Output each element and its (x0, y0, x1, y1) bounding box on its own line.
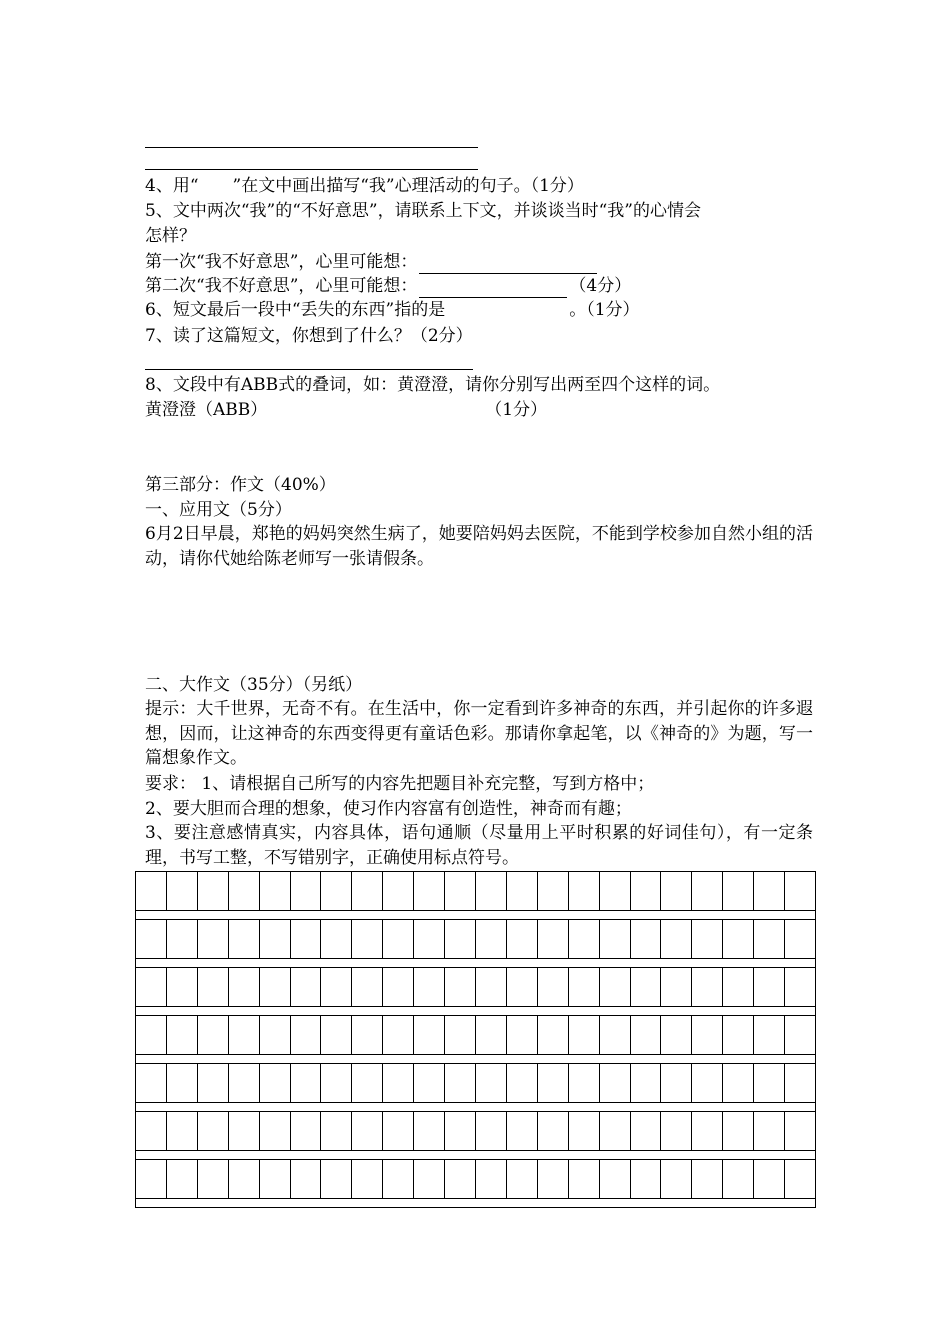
grid-cell[interactable] (631, 920, 662, 958)
grid-cell[interactable] (600, 1112, 631, 1150)
grid-cell[interactable] (631, 1064, 662, 1102)
answer-line[interactable] (145, 169, 478, 170)
grid-cell[interactable] (600, 1064, 631, 1102)
grid-cell[interactable] (445, 920, 476, 958)
grid-row (135, 871, 816, 911)
grid-cell[interactable] (569, 920, 600, 958)
grid-cell[interactable] (569, 872, 600, 910)
grid-cell[interactable] (692, 1064, 723, 1102)
question-5-line-1: 5、文中两次“我”的“不好意思”，请联系上下文，并谈谈当时“我”的心情会 (145, 201, 701, 221)
grid-cell[interactable] (229, 1160, 260, 1198)
grid-row (135, 967, 816, 1007)
part3-sub1-title: 一、应用文（5分） (145, 500, 292, 520)
question-8-example: 黄澄澄（ABB） (145, 400, 268, 420)
grid-cell[interactable] (476, 872, 507, 910)
grid-cell[interactable] (723, 1112, 754, 1150)
grid-cell[interactable] (260, 872, 291, 910)
grid-cell[interactable] (692, 1160, 723, 1198)
grid-cell[interactable] (754, 872, 785, 910)
grid-cell[interactable] (507, 872, 538, 910)
grid-cell[interactable] (631, 1112, 662, 1150)
grid-cell[interactable] (723, 1064, 754, 1102)
answer-line[interactable] (145, 369, 473, 370)
grid-cell[interactable] (414, 1112, 445, 1150)
grid-cell[interactable] (661, 872, 692, 910)
grid-cell[interactable] (507, 968, 538, 1006)
grid-cell[interactable] (198, 968, 229, 1006)
grid-cell[interactable] (383, 1016, 414, 1054)
grid-cell[interactable] (569, 1016, 600, 1054)
grid-cell[interactable] (538, 872, 569, 910)
grid-cell[interactable] (538, 1112, 569, 1150)
grid-cell[interactable] (723, 1160, 754, 1198)
question-8-answer (145, 398, 547, 422)
grid-cell[interactable] (507, 920, 538, 958)
question-6-prefix: 6、短文最后一段中“丢失的东西”指的是 (145, 300, 446, 320)
grid-cell[interactable] (229, 1112, 260, 1150)
grid-cell[interactable] (723, 872, 754, 910)
grid-cell[interactable] (445, 1112, 476, 1150)
grid-cell[interactable] (476, 1064, 507, 1102)
question-6-suffix: 。（1分） (569, 300, 640, 320)
grid-cell[interactable] (538, 968, 569, 1006)
grid-cell[interactable] (414, 1064, 445, 1102)
grid-row (135, 919, 816, 959)
grid-cell[interactable] (538, 1064, 569, 1102)
grid-cell[interactable] (476, 1112, 507, 1150)
grid-cell[interactable] (198, 1016, 229, 1054)
grid-cell[interactable] (661, 968, 692, 1006)
grid-cell[interactable] (785, 1016, 815, 1054)
grid-cell[interactable] (136, 1064, 167, 1102)
grid-cell[interactable] (291, 1160, 322, 1198)
grid-cell[interactable] (260, 1160, 291, 1198)
grid-cell[interactable] (260, 1064, 291, 1102)
grid-cell[interactable] (352, 1016, 383, 1054)
grid-cell[interactable] (383, 968, 414, 1006)
grid-cell[interactable] (569, 1112, 600, 1150)
question-8-score: （1分） (485, 400, 548, 420)
grid-cell[interactable] (507, 1016, 538, 1054)
grid-cell[interactable] (538, 1160, 569, 1198)
grid-cell[interactable] (754, 1016, 785, 1054)
grid-cell[interactable] (291, 1016, 322, 1054)
grid-cell[interactable] (167, 872, 198, 910)
grid-cell[interactable] (785, 1112, 815, 1150)
grid-cell[interactable] (352, 1112, 383, 1150)
grid-cell[interactable] (754, 1064, 785, 1102)
grid-cell[interactable] (198, 872, 229, 910)
grid-cell[interactable] (321, 968, 352, 1006)
grid-cell[interactable] (291, 920, 322, 958)
grid-cell[interactable] (321, 1112, 352, 1150)
grid-cell[interactable] (414, 1160, 445, 1198)
grid-cell[interactable] (136, 872, 167, 910)
grid-cell[interactable] (321, 920, 352, 958)
answer-blank[interactable] (419, 279, 567, 298)
requirement-2: 2、要大胆而合理的想象，使习作内容富有创造性，神奇而有趣； (145, 799, 632, 819)
grid-row-gap (135, 1198, 816, 1208)
grid-cell[interactable] (167, 1016, 198, 1054)
grid-cell[interactable] (414, 968, 445, 1006)
grid-cell[interactable] (136, 920, 167, 958)
grid-cell[interactable] (167, 1064, 198, 1102)
grid-cell[interactable] (136, 1112, 167, 1150)
grid-row (135, 1063, 816, 1103)
grid-cell[interactable] (507, 1160, 538, 1198)
grid-cell[interactable] (569, 968, 600, 1006)
grid-cell[interactable] (476, 968, 507, 1006)
grid-cell[interactable] (260, 1112, 291, 1150)
grid-cell[interactable] (507, 1112, 538, 1150)
grid-cell[interactable] (692, 968, 723, 1006)
grid-row (135, 1015, 816, 1055)
grid-cell[interactable] (136, 968, 167, 1006)
grid-cell[interactable] (198, 920, 229, 958)
grid-cell[interactable] (291, 968, 322, 1006)
grid-cell[interactable] (785, 1160, 815, 1198)
grid-cell[interactable] (291, 1112, 322, 1150)
grid-cell[interactable] (229, 872, 260, 910)
grid-cell[interactable] (692, 920, 723, 958)
question-5-second (145, 274, 631, 298)
grid-cell[interactable] (229, 1016, 260, 1054)
question-7: 7、读了这篇短文，你想到了什么？（2分） (145, 326, 473, 346)
grid-cell[interactable] (198, 1112, 229, 1150)
grid-cell[interactable] (661, 1064, 692, 1102)
grid-cell[interactable] (476, 1160, 507, 1198)
grid-cell[interactable] (321, 1016, 352, 1054)
grid-cell[interactable] (600, 968, 631, 1006)
grid-cell[interactable] (600, 872, 631, 910)
grid-cell[interactable] (723, 1016, 754, 1054)
question-5-score: （4分） (569, 276, 632, 296)
grid-cell[interactable] (754, 920, 785, 958)
question-5-first (145, 250, 599, 274)
grid-cell[interactable] (631, 968, 662, 1006)
grid-cell[interactable] (352, 872, 383, 910)
grid-cell[interactable] (754, 968, 785, 1006)
part3-sub2-prompt: 提示：大千世界，无奇不有。在生活中，你一定看到许多神奇的东西，并引起你的许多遐想，因而，让这神奇的东西变得更有童话色彩。那请你拿起笔，以《神奇的》为题，写一篇想象作文。 (145, 699, 813, 768)
grid-cell[interactable] (631, 1016, 662, 1054)
grid-cell[interactable] (352, 968, 383, 1006)
grid-cell[interactable] (383, 872, 414, 910)
grid-cell[interactable] (383, 1160, 414, 1198)
part3-sub1-text: 6月2日早晨，郑艳的妈妈突然生病了，她要陪妈妈去医院，不能到学校参加自然小组的活动，请你代她给陈老师写一张请假条。 (145, 524, 813, 569)
grid-cell[interactable] (198, 1160, 229, 1198)
answer-blank[interactable] (419, 255, 597, 274)
grid-cell[interactable] (291, 1064, 322, 1102)
grid-cell[interactable] (692, 872, 723, 910)
grid-cell[interactable] (600, 920, 631, 958)
grid-row (135, 1159, 816, 1199)
grid-cell[interactable] (692, 1016, 723, 1054)
part3-sub2-title: 二、大作文（35分）（另纸） (145, 675, 363, 695)
grid-cell[interactable] (167, 968, 198, 1006)
grid-cell[interactable] (167, 920, 198, 958)
grid-cell[interactable] (538, 1016, 569, 1054)
answer-line[interactable] (145, 147, 478, 148)
grid-cell[interactable] (445, 872, 476, 910)
grid-cell[interactable] (476, 920, 507, 958)
question-6 (145, 298, 640, 322)
grid-cell[interactable] (383, 1112, 414, 1150)
grid-cell[interactable] (569, 1160, 600, 1198)
grid-cell[interactable] (507, 1064, 538, 1102)
grid-cell[interactable] (785, 968, 815, 1006)
grid-cell[interactable] (785, 872, 815, 910)
grid-cell[interactable] (229, 1064, 260, 1102)
grid-cell[interactable] (414, 1016, 445, 1054)
requirement-3: 3、要注意感情真实，内容具体，语句通顺（尽量用上平时积累的好词佳句），有一定条理，书写工整，不写错别字，正确使用标点符号。 (145, 823, 813, 868)
question-5-line-2: 怎样？ (145, 226, 196, 246)
grid-cell[interactable] (383, 920, 414, 958)
grid-cell[interactable] (167, 1112, 198, 1150)
grid-cell[interactable] (661, 1112, 692, 1150)
grid-cell[interactable] (445, 968, 476, 1006)
grid-cell[interactable] (321, 1160, 352, 1198)
grid-cell[interactable] (136, 1016, 167, 1054)
grid-cell[interactable] (260, 968, 291, 1006)
grid-cell[interactable] (136, 1160, 167, 1198)
grid-cell[interactable] (723, 968, 754, 1006)
grid-cell[interactable] (229, 968, 260, 1006)
grid-cell[interactable] (260, 1016, 291, 1054)
grid-cell[interactable] (538, 920, 569, 958)
grid-cell[interactable] (291, 872, 322, 910)
part3-title: 第三部分：作文（40%） (145, 475, 336, 495)
grid-cell[interactable] (352, 920, 383, 958)
grid-cell[interactable] (352, 1160, 383, 1198)
grid-cell[interactable] (569, 1064, 600, 1102)
grid-cell[interactable] (600, 1160, 631, 1198)
grid-cell[interactable] (445, 1064, 476, 1102)
grid-cell[interactable] (198, 1064, 229, 1102)
grid-cell[interactable] (661, 1016, 692, 1054)
grid-cell[interactable] (445, 1160, 476, 1198)
grid-cell[interactable] (631, 872, 662, 910)
grid-cell[interactable] (600, 1016, 631, 1054)
question-8: 8、文段中有ABB式的叠词，如：黄澄澄，请你分别写出两至四个这样的词。 (145, 375, 721, 395)
grid-cell[interactable] (229, 920, 260, 958)
grid-row (135, 1111, 816, 1151)
grid-cell[interactable] (476, 1016, 507, 1054)
grid-cell[interactable] (414, 872, 445, 910)
grid-cell[interactable] (383, 1064, 414, 1102)
question-5-second-label: 第二次“我不好意思”，心里可能想： (145, 276, 418, 296)
question-4: 4、用“ ”在文中画出描写“我”心理活动的句子。（1分） (145, 176, 584, 196)
grid-cell[interactable] (785, 920, 815, 958)
grid-cell[interactable] (352, 1064, 383, 1102)
grid-cell[interactable] (661, 920, 692, 958)
grid-cell[interactable] (661, 1160, 692, 1198)
grid-cell[interactable] (723, 920, 754, 958)
grid-cell[interactable] (445, 1016, 476, 1054)
grid-cell[interactable] (167, 1160, 198, 1198)
grid-cell[interactable] (692, 1112, 723, 1150)
grid-cell[interactable] (414, 920, 445, 958)
grid-cell[interactable] (631, 1160, 662, 1198)
grid-cell[interactable] (321, 872, 352, 910)
grid-cell[interactable] (321, 1064, 352, 1102)
grid-cell[interactable] (785, 1064, 815, 1102)
question-5-first-label: 第一次“我不好意思”，心里可能想： (145, 252, 418, 272)
writing-grid[interactable] (135, 871, 816, 1207)
grid-cell[interactable] (754, 1160, 785, 1198)
grid-cell[interactable] (754, 1112, 785, 1150)
requirement-1: 要求： 1、请根据自己所写的内容先把题目补充完整，写到方格中； (145, 774, 655, 794)
grid-cell[interactable] (260, 920, 291, 958)
